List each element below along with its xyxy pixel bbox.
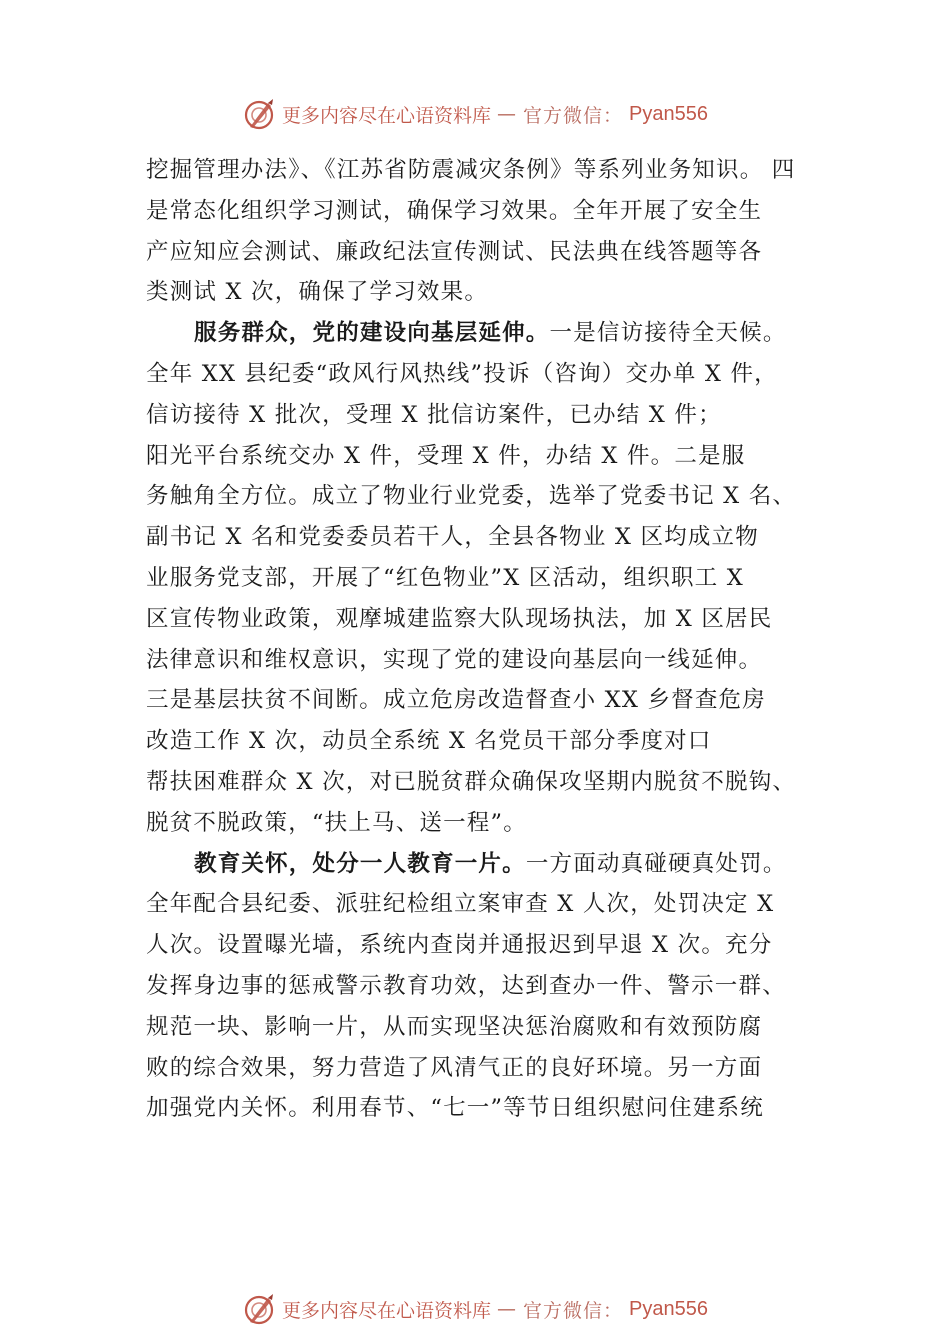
text-line: 发挥身边事的惩戒警示教育功效，达到查办一件、警示一群、	[146, 972, 786, 999]
banner-main-text: 更多内容尽在心语资料库	[282, 104, 492, 127]
paragraph-heading-line: 服务群众，党的建设向基层延伸。一是信访接待全天候。	[194, 320, 787, 347]
text-line: 加强党内关怀。利用春节、“七一”等节日组织慰问住建系统	[146, 1095, 764, 1122]
paragraph-heading-line: 教育关怀，处分一人教育一片。一方面动真碰硬真处罚。	[194, 850, 787, 877]
quill-logo-icon	[242, 1292, 276, 1326]
text-line: 挖掘管理办法》、《江苏省防震减灾条例》等系列业务知识。 四	[146, 157, 796, 183]
banner-sub-text: 官方微信：	[523, 104, 624, 127]
text-line: 业服务党支部，开展了“红色物业”X 区活动，组织职工 X	[146, 564, 744, 591]
text-line: 区宣传物业政策，观摩城建监察大队现场执法，加 X 区居民	[146, 605, 773, 632]
text-line: 脱贫不脱政策，“扶上马、送一程”。	[146, 809, 527, 836]
text-line: 三是基层扶贫不间断。成立危房改造督查小 XX 乡督查危房	[146, 687, 766, 714]
text-line: 规范一块、影响一片，从而实现坚决惩治腐败和有效预防腐	[146, 1013, 763, 1040]
section-heading: 服务群众，党的建设向基层延伸。	[194, 320, 550, 347]
section-heading: 教育关怀，处分一人教育一片。	[194, 850, 526, 877]
banner-wechat-id: Pyan556	[629, 1297, 708, 1320]
text-line: 全年配合县纪委、派驻纪检组立案审查 X 人次，处罚决定 X	[146, 891, 775, 918]
text-line: 务触角全方位。成立了物业行业党委，选举了党委书记 X 名、	[146, 483, 797, 510]
banner-dash: —	[497, 1298, 518, 1320]
text-line: 法律意识和维权意识，实现了党的建设向基层向一线延伸。	[146, 646, 763, 673]
banner-dash: —	[497, 103, 518, 125]
text-line: 是常态化组织学习测试，确保学习效果。全年开展了安全生	[146, 197, 763, 224]
banner-wechat-id: Pyan556	[629, 102, 708, 125]
text-line: 败的综合效果，努力营造了风清气正的良好环境。另一方面	[146, 1054, 763, 1081]
quill-logo-icon	[242, 97, 276, 131]
document-body	[146, 150, 816, 1129]
text-line: 人次。设置曝光墙，系统内查岗并通报迟到早退 X 次。充分	[146, 932, 773, 959]
text-line: 副书记 X 名和党委委员若干人，全县各物业 X 区均成立物	[146, 524, 759, 551]
banner-main-text: 更多内容尽在心语资料库	[282, 1299, 492, 1322]
text-line: 产应知应会测试、廉政纪法宣传测试、民法典在线答题等各	[146, 238, 763, 265]
text-line: 阳光平台系统交办 X 件，受理 X 件，办结 X 件。二是服	[146, 442, 746, 469]
text-line: 改造工作 X 次，动员全系统 X 名党员干部分季度对口	[146, 728, 712, 755]
banner-sub-text: 官方微信：	[523, 1299, 624, 1322]
text-line: 信访接待 X 批次，受理 X 批信访案件，已办结 X 件；	[146, 401, 722, 428]
text-line: 全年 XX 县纪委“政风行风热线”投诉（咨询）交办单 X 件，	[146, 360, 778, 387]
text-line: 帮扶困难群众 X 次，对已脱贫群众确保攻坚期内脱贫不脱钩、	[146, 768, 797, 795]
header-banner	[0, 94, 950, 134]
text-line: 类测试 X 次，确保了学习效果。	[146, 279, 489, 306]
footer-banner	[0, 1289, 950, 1329]
